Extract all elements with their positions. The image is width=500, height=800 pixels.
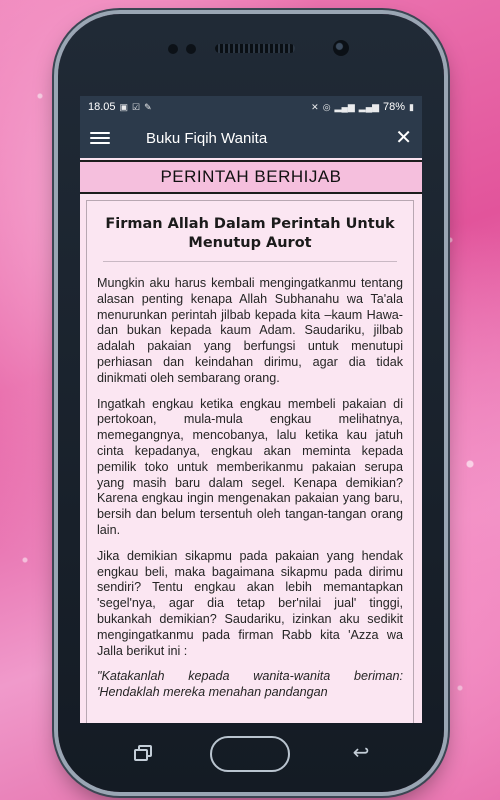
status-bar — [80, 96, 422, 118]
paragraph: Ingatkah engkau ketika engkau membeli pakaian di pertokoan, mula-mula engkau melihatnya, memegangnya, mencobanya, lalu ketika kau jatuh cinta kepadanya, engkau akan meminta kepada pemilik toko untuk memberikanmu pakaian serupa yang masih baru dalam segel. Kenapa demikian? Karena engkau ingin mengenakan pakaian yang baru, bersih dan belum tersentuh oleh tangan-tangan orang lain. — [97, 396, 403, 537]
proximity-sensor — [168, 44, 178, 54]
battery-percentage: 78% — [383, 101, 406, 113]
home-button[interactable] — [210, 736, 290, 772]
paragraph: Mungkin aku harus kembali mengingatkanmu tentang alasan penting kenapa Allah Subhanahu wa Ta'ala menurunkan perintah jilbab kepada kita –kaum Hawa- dan bukan kepada kaum Adam. Saudariku, jilbab adalah pakaian yang berfungsi untuk menutupi perhiasan dan keindahan dirimu, agar dia tidak dinikmati oleh sembarang orang. — [97, 276, 403, 385]
check-notification-icon: ☑ — [132, 101, 141, 112]
app-title: Buku Fiqih Wanita — [146, 129, 268, 147]
battery-icon: ▮ — [409, 101, 414, 112]
content-card[interactable] — [86, 200, 414, 723]
light-sensor — [186, 44, 196, 54]
app-bar — [80, 118, 422, 158]
earpiece-speaker — [215, 44, 295, 53]
card-title: Firman Allah Dalam Perintah Untuk Menutup Aurot — [103, 215, 397, 262]
page-header: PERINTAH BERHIJAB — [80, 160, 422, 194]
signal-icon: ▂▄▆ — [334, 101, 355, 112]
front-camera — [333, 40, 349, 56]
paragraph: Jika demikian sikapmu pada pakaian yang hendak engkau beli, maka bagaimana sikapmu pada dirimu sendiri? Tentu engkau akan lebih memantapkan 'segel'nya, agar dia tetap ber'nilai jual' tinggi, bukankah demikian? Saudariku, izinkan aku sedikit mengingatkanmu pada firman Rabb kita 'Azza wa Jalla berikut ini : — [97, 548, 403, 658]
quote-paragraph: "Katakanlah kepada wanita-wanita beriman: 'Hendaklah mereka menahan pandangan — [97, 669, 403, 700]
status-time: 18.05 — [88, 101, 116, 113]
back-icon[interactable]: ↩ — [352, 742, 370, 764]
phone-screen — [80, 96, 422, 723]
tools-notification-icon: ✎ — [144, 101, 152, 112]
hotspot-icon: ◎ — [322, 101, 331, 112]
recents-icon[interactable] — [134, 745, 154, 761]
hamburger-menu-icon[interactable] — [90, 132, 110, 144]
phone-frame — [58, 14, 444, 792]
signal-2-icon: ▂▄▆ — [358, 101, 380, 112]
mute-icon: ✕ — [311, 101, 319, 112]
close-icon[interactable]: ✕ — [395, 127, 412, 149]
gallery-notification-icon: ▣ — [119, 101, 129, 112]
